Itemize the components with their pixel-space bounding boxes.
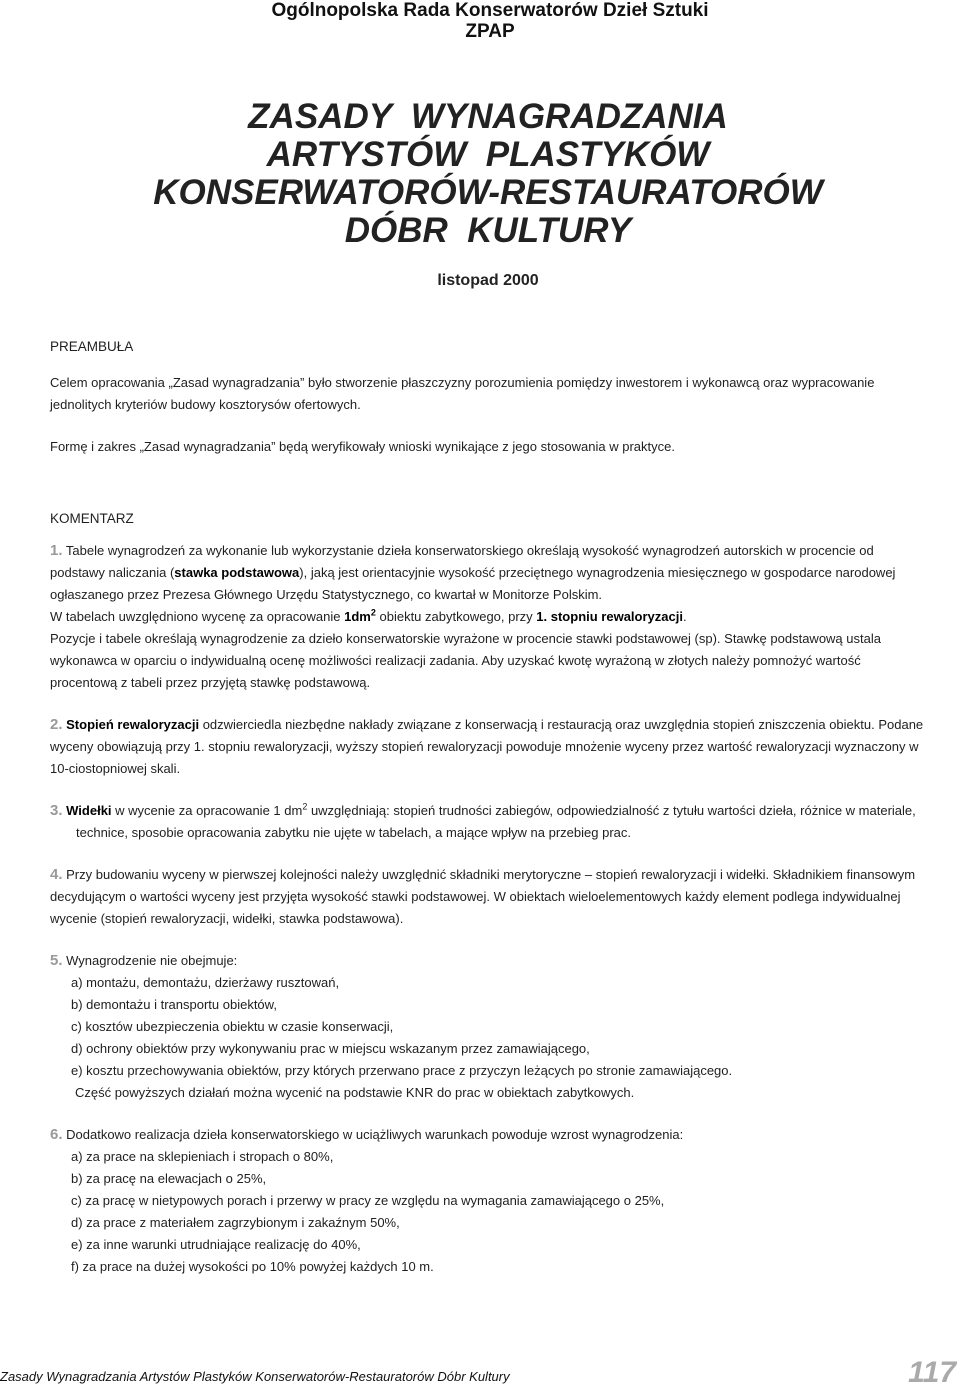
list-item: b) demontażu i transportu obiektów,: [71, 997, 277, 1012]
footer-text: Zasady Wynagradzania Artystów Plastyków Konserwatorów-Restauratorów Dóbr Kultury: [0, 1369, 510, 1384]
komentarz-heading: KOMENTARZ: [50, 511, 134, 526]
list-item: e) kosztu przechowywania obiektów, przy których przerwano prace z przyczyn leżących po stronie zamawiającego.: [71, 1063, 733, 1078]
preambula-paragraph-2: Formę i zakres „Zasad wynagradzania” będą weryfikowały wnioski wynikające z jego stosowania w praktyce.: [50, 439, 675, 454]
list-item: c) kosztów ubezpieczenia obiektu w czasie konserwacji,: [71, 1019, 394, 1034]
komentarz-item-5: 5. Wynagrodzenie nie obejmuje: a) montażu, demontażu, dzierżawy rusztowań, b) demontażu i transportu obiektów, c) kosztów ubezpieczenia obiektu w czasie konserwacji, d) ochrony obiektów przy wykonywaniu prac w miejscu wskazanym przez zamawiającego, e) kosztu przechowywania obiektów, przy których przerwano prace z przyczyn leżących po stronie zamawiającego. Część powyższych działań można wycenić na podstawie KNR do prac w obiektach zabytkowych.: [50, 950, 930, 1104]
komentarz-item-1: [50, 540, 930, 694]
list-item: b) za pracę na elewacjach o 25%,: [71, 1171, 267, 1186]
highlight-stopien: Stopień rewaloryzacji: [66, 717, 200, 732]
item-2-number: 2.: [50, 716, 63, 733]
title-line-1: ZASADY WYNAGRADZANIA: [248, 97, 728, 136]
organization-name: Ogólnopolska Rada Konserwatorów Dzieł Sztuki: [271, 0, 709, 21]
list-item: e) za inne warunki utrudniające realizację do 40%,: [71, 1237, 361, 1252]
komentarz-item-2: 2. Stopień rewaloryzacji odzwierciedla niezbędne nakłady związane z konserwacją i restauracją oraz uwzględnia stopień zniszczenia obiektu. Podane wyceny obowiązują przy 1. stopniu rewaloryzacji, wyższy stopień rewaloryzacji powoduje mnożenie wyceny przez wartość rewaloryzacji wyznaczony w 10-ciostopniowej skali.: [50, 716, 924, 776]
item-6-number: 6.: [50, 1126, 63, 1143]
komentarz-item-6: 6. Dodatkowo realizacja dzieła konserwatorskiego w uciążliwych warunkach powoduje wzrost wynagrodzenia: a) za prace na sklepieniach i stropach o 80%, b) za pracę na elewacjach o 25%, c) za pracę w nietypowych porach i przerwy w pracy ze względu na wymagania zamawiającego o 25%, d) za prace z materiałem zagrzybionym i zakaźnym 50%, e) za inne warunki utrudniające realizację do 40%, f) za prace na dużej wysokości po 10% powyżej każdych 10 m.: [50, 1124, 930, 1278]
page-number: 117: [908, 1356, 956, 1389]
organization-header: [190, 0, 790, 42]
item-3-number: 3.: [50, 802, 63, 819]
item-5-number: 5.: [50, 952, 63, 969]
organization-sub: ZPAP: [465, 21, 515, 42]
document-date: listopad 2000: [437, 272, 539, 289]
item-1-paragraph: 1. Tabele wynagrodzeń za wykonanie lub wykorzystanie dzieła konserwatorskiego określają wysokość wynagrodzeń autorskich w procencie od podstawy naliczania (stawka podstawowa), jaką jest orientacyjnie wysokość przeciętnego wynagrodzenia miesięcznego w gospodarce narodowej ogłaszanego przez Prezesa Głównego Urzędu Statystycznego, co kwartał w Monitorze Polskim.: [50, 542, 896, 602]
highlight-stawka: stawka podstawowa: [174, 565, 300, 580]
item-5-note: Część powyższych działań można wycenić na podstawie KNR do prac w obiektach zabytkowych.: [75, 1085, 635, 1100]
list-item: f) za prace na dużej wysokości po 10% powyżej każdych 10 m.: [71, 1259, 434, 1274]
komentarz-item-3: 3. Widełki w wycenie za opracowanie 1 $dm^2$ uwzględniają: stopień trudności zabiegów, odpowiedzialność z tytułu wartości dzieła, różnice w materiale, technice, sposobie opracowania zabytku nie ujęte w tabelach, a mające wpływ na przebieg prac.: [50, 801, 916, 840]
list-item: c) za pracę w nietypowych porach i przerwy w pracy ze względu na wymagania zamawiającego o 25%,: [71, 1193, 665, 1208]
list-item: d) ochrony obiektów przy wykonywaniu prac w miejscu wskazanym przez zamawiającego,: [71, 1041, 590, 1056]
list-item: d) za prace z materiałem zagrzybionym i zakaźnym 50%,: [71, 1215, 400, 1230]
preambula-paragraph-1: Celem opracowania „Zasad wynagradzania” było stworzenie płaszczyzny porozumienia pomiędzy inwestorem i wykonawcą oraz wypracowanie jednolitych kryteriów budowy kosztorysów ofertowych.: [50, 375, 875, 412]
komentarz-item-4: 4. Przy budowaniu wyceny w pierwszej kolejności należy uwzględnić składniki merytoryczne – stopień rewaloryzacji i widełki. Składnikiem finansowym decydującym o wartości wyceny jest przyjęta wysokość stawki podstawowej. W obiektach wieloelementowych każdy element podlega indywidualnej wycenie (stopień rewaloryzacji, widełki, stawka podstawowa).: [50, 866, 916, 926]
item-4-number: 4.: [50, 866, 63, 883]
document-title: [40, 98, 936, 250]
preambula-heading: PREAMBUŁA: [50, 339, 134, 354]
preambula-section: [50, 336, 930, 458]
item-1-tables-line: W tabelach uwzględniono wycenę za opracowanie $1dm^2$ obiektu zabytkowego, przy 1. stopniu rewaloryzacji.: [50, 607, 687, 624]
item-1-positions-paragraph: Pozycje i tabele określają wynagrodzenie za dzieło konserwatorskie wyrażone w procencie stawki podstawowej (sp). Stawkę podstawową ustala wykonawca w oparciu o indywidualną ocenę możliwości realizacji zadania. Aby uzyskać kwotę wyrażoną w złotych należy pomnożyć wartość procentową z tabeli przez przyjętą stawkę podstawową.: [50, 631, 881, 690]
item-1-number: 1.: [50, 542, 63, 559]
title-line-2: ARTYSTÓW PLASTYKÓW: [266, 135, 710, 174]
komentarz-section: [50, 508, 930, 1278]
title-line-4: DÓBR KULTURY: [344, 211, 632, 250]
highlight-widelki: Widełki: [66, 803, 112, 818]
title-line-3: KONSERWATORÓW-RESTAURATORÓW: [153, 173, 823, 212]
list-item: a) za prace na sklepieniach i stropach o 80%,: [71, 1149, 334, 1164]
list-item: a) montażu, demontażu, dzierżawy rusztowań,: [71, 975, 340, 990]
